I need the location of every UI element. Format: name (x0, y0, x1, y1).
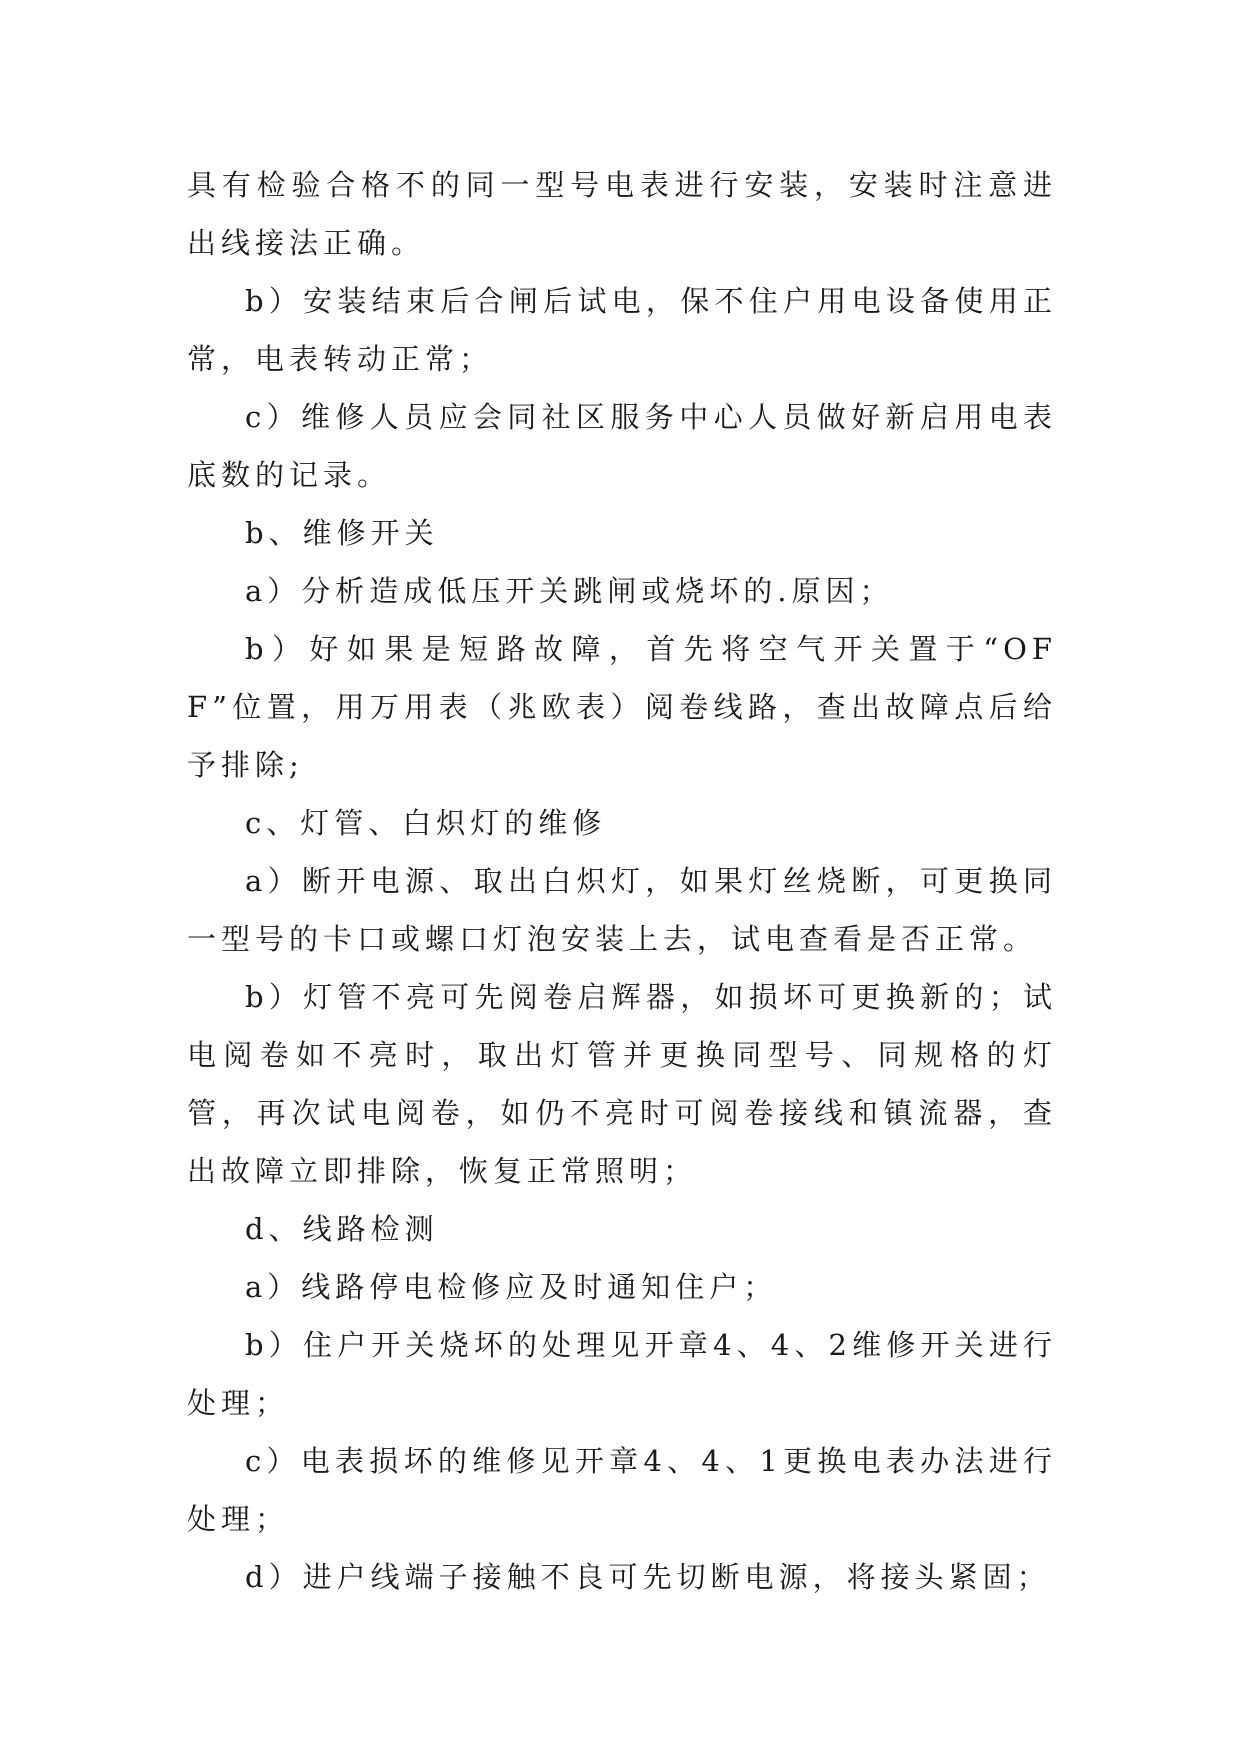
paragraph-item-b-switch-burnt: b）住户开关烧坏的处理见开章4、4、2维修开关进行处理； (187, 1328, 1057, 1420)
paragraph-item-a-notify-residents: a）线路停电检修应及时通知住户； (245, 1270, 778, 1304)
section-heading-switch-repair: b、维修开关 (245, 516, 439, 550)
paragraph-item-c-meter-damage: c）电表损坏的维修见开章4、4、1更换电表办法进行处理； (187, 1444, 1057, 1536)
paragraph-item-b-short-circuit: b）好如果是短路故障，首先将空气开关置于“OFF”位置，用万用表（兆欧表）阅卷线路，查出故障点后给予排除; (187, 632, 1057, 782)
paragraph-item-b-power-test: b）安装结束后合闸后试电，保不住户用电设备使用正常，电表转动正常； (187, 284, 1057, 376)
paragraph-item-a-analyze-cause: a）分析造成低压开关跳闸或烧坏的.原因； (245, 574, 894, 608)
paragraph-item-c-meter-record: c）维修人员应会同社区服务中心人员做好新启用电表底数的记录。 (187, 400, 1057, 492)
paragraph-item-a-replace-bulb: a）断开电源、取出白炽灯，如果灯丝烧断，可更换同一型号的卡口或螺口灯泡安装上去，试电查看是否正常。 (187, 864, 1057, 956)
section-heading-lamp-repair: c、灯管、白炽灯的维修 (245, 806, 607, 840)
section-heading-line-inspection: d、线路检测 (245, 1212, 439, 1246)
paragraph-item-b-tube-check: b）灯管不亮可先阅卷启辉器，如损坏可更换新的；试电阅卷如不亮时，取出灯管并更换同型号、同规格的灯管，再次试电阅卷，如仍不亮时可阅卷接线和镇流器，查出故障立即排除，恢复正常照明； (187, 980, 1057, 1188)
paragraph-item-d-terminal-contact: d）进户线端子接触不良可先切断电源，将接头紧固； (245, 1560, 1051, 1594)
paragraph-continuation: 具有检验合格不的同一型号电表进行安装，安装时注意进出线接法正确。 (187, 168, 1057, 260)
document-body (187, 156, 1057, 1606)
